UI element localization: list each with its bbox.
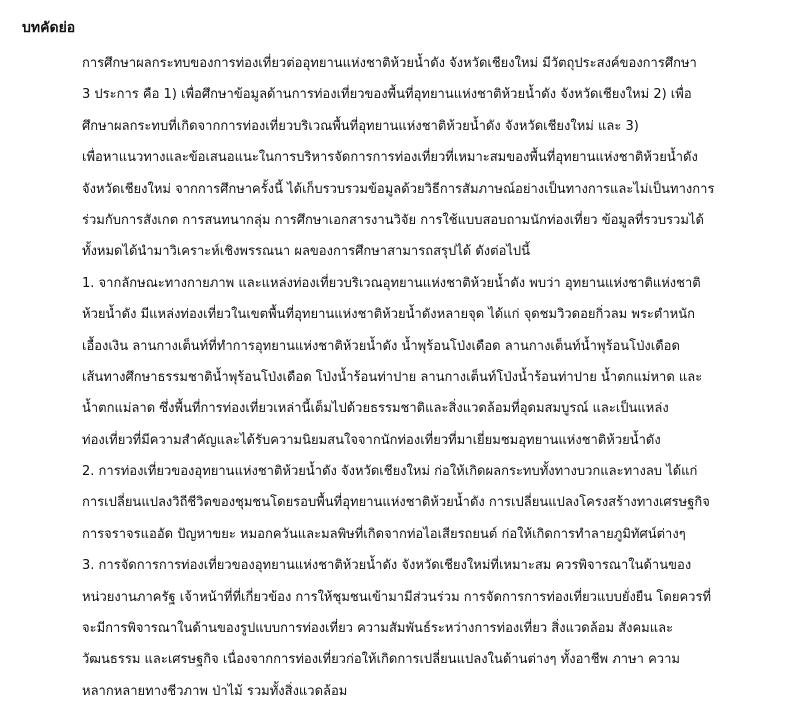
- abstract-line: ท่องเที่ยวที่มีความสำคัญและได้รับความนิยมสนใจจากนักท่องเที่ยวที่มาเยี่ยมชมอุทยานแห่งชาติห้วยน้ำดัง: [82, 432, 661, 448]
- abstract-line: หน่วยงานภาครัฐ เจ้าหน้าที่ที่เกี่ยวข้อง การให้ชุมชนเข้ามามีส่วนร่วม การจัดการการท่องเที่ยวแบบยั่งยืน โดยควรที่: [82, 589, 712, 605]
- abstract-line: ทั้งหมดได้นำมาวิเคราะห์เชิงพรรณนา ผลของการศึกษาสามารถสรุปได้ ดังต่อไปนี้: [82, 244, 531, 260]
- abstract-line: ห้วยน้ำดัง มีแหล่งท่องเที่ยวในเขตพื้นที่อุทยานแห่งชาติห้วยน้ำดังหลายจุด ได้แก่ จุดชมวิวดอยกิ่วลม พระตำหนัก: [82, 307, 695, 323]
- abstract-line: 3. การจัดการการท่องเที่ยวของอุทยานแห่งชาติห้วยน้ำดัง จังหวัดเชียงใหม่ที่เหมาะสม ควรพิจารณาในด้านของ: [82, 558, 692, 574]
- abstract-line: จะมีการพิจารณาในด้านของรูปแบบการท่องเที่ยว ความสัมพันธ์ระหว่างการท่องเที่ยว สิ่งแวดล้อม สังคมและ: [82, 621, 674, 637]
- abstract-line: 2. การท่องเที่ยวของอุทยานแห่งชาติห้วยน้ำดัง จังหวัดเชียงใหม่ ก่อให้เกิดผลกระทบทั้งทางบวกและทางลบ ได้แก่: [82, 464, 698, 480]
- abstract-line: จังหวัดเชียงใหม่ จากการศึกษาครั้งนี้ ได้เก็บรวบรวมข้อมูลด้วยวิธีการสัมภาษณ์อย่างเป็นทางการและไม่เป็นทางการ: [82, 181, 715, 197]
- abstract-line: ร่วมกับการสังเกต การสนทนากลุ่ม การศึกษาเอกสารงานวิจัย การใช้แบบสอบถามนักท่องเที่ยว ข้อมูลที่รวบรวมได้: [82, 212, 704, 228]
- abstract-line: หลากหลายทางชีวภาพ ป่าไม้ รวมทั้งสิ่งแวดล้อม: [82, 683, 348, 699]
- abstract-line: การจราจรแออัด ปัญหาขยะ หมอกควันและมลพิษที่เกิดจากท่อไอเสียรถยนต์ ก่อให้เกิดการทำลายภูมิทัศน์ต่างๆ: [82, 526, 686, 542]
- abstract-line: 1. จากลักษณะทางกายภาพ และแหล่งท่องเที่ยวบริเวณอุทยานแห่งชาติห้วยน้ำดัง พบว่า อุทยานแห่งชาติแห่งชาติ: [82, 275, 701, 291]
- abstract-body: [82, 48, 775, 707]
- abstract-line: น้ำตกแม่ลาด ซึ่งพื้นที่การท่องเที่ยวเหล่านี้เต็มไปด้วยธรรมชาติและสิ่งแวดล้อมที่อุดมสมบูรณ์ และเป็นแหล่ง: [82, 401, 669, 417]
- abstract-line: เส้นทางศึกษาธรรมชาติน้ำพุร้อนโป่งเดือด โป่งน้ำร้อนท่าปาย ลานกางเต็นท์โป่งน้ำร้อนท่าปาย น้ำตกแม่หาด และ: [82, 369, 703, 385]
- abstract-line: การเปลี่ยนแปลงวิถีชีวิตของชุมชนโดยรอบพื้นที่อุทยานแห่งชาติห้วยน้ำดัง การเปลี่ยนแปลงโครงสร้างทางเศรษฐกิจ: [82, 495, 710, 511]
- abstract-line: ศึกษาผลกระทบที่เกิดจากการท่องเที่ยวบริเวณพื้นที่อุทยานแห่งชาติห้วยน้ำดัง จังหวัดเชียงใหม่ และ 3): [82, 118, 639, 134]
- abstract-line: 3 ประการ คือ 1) เพื่อศึกษาข้อมูลด้านการท่องเที่ยวของพื้นที่อุทยานแห่งชาติห้วยน้ำดัง จังหวัดเชียงใหม่ 2) เพื่อ: [82, 87, 692, 103]
- abstract-heading: บทคัดย่อ: [22, 20, 76, 36]
- abstract-line: วัฒนธรรม และเศรษฐกิจ เนื่องจากการท่องเที่ยวก่อให้เกิดการเปลี่ยนแปลงในด้านต่างๆ ทั้งอาชีพ ภาษา ความ: [82, 652, 680, 668]
- abstract-line: การศึกษาผลกระทบของการท่องเที่ยวต่ออุทยานแห่งชาติห้วยน้ำดัง จังหวัดเชียงใหม่ มีวัตถุประสงค์ของการศึกษา: [82, 56, 697, 71]
- abstract-line: เพื่อหาแนวทางและข้อเสนอแนะในการบริหารจัดการการท่องเที่ยวที่เหมาะสมของพื้นที่อุทยานแห่งชาติห้วยน้ำดัง: [82, 150, 698, 166]
- abstract-line: เอื้องเงิน ลานกางเต็นท์ที่ทำการอุทยานแห่งชาติห้วยน้ำดัง น้ำพุร้อนโป่งเดือด ลานกางเต็นท์น้ำพุร้อนโป่งเดือด: [82, 338, 680, 354]
